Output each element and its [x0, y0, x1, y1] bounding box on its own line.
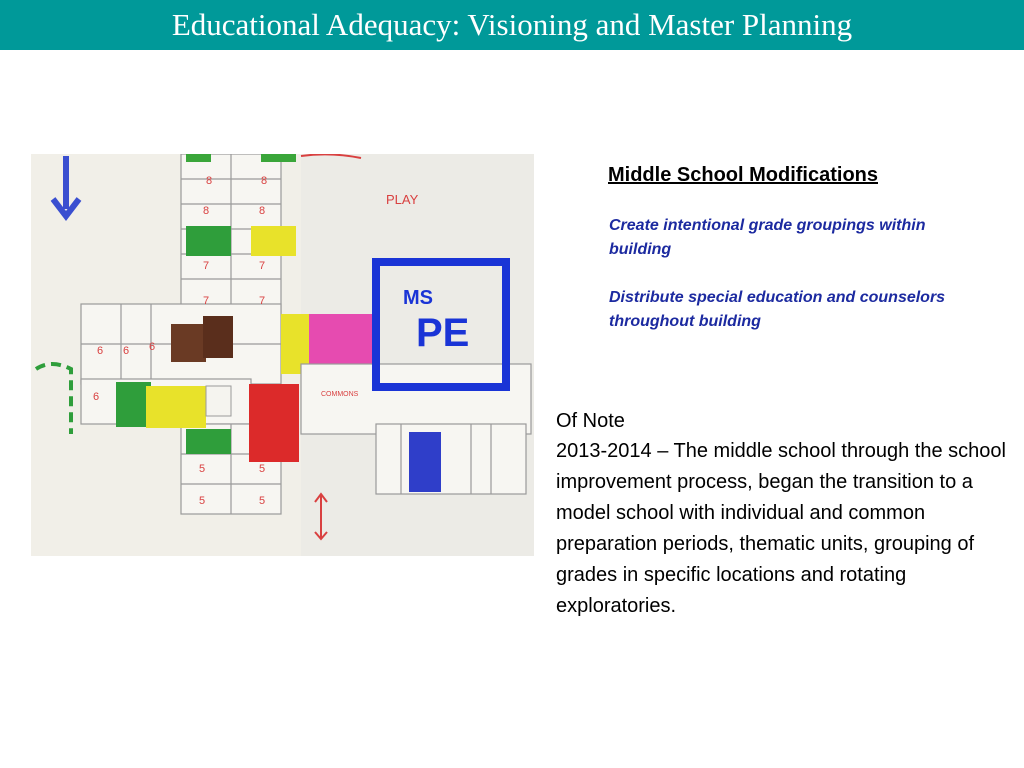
brown-block	[203, 316, 233, 358]
note-body: 2013-2014 – The middle school through the school improvement process, began the transition to a model school with individual and common preparation periods, thematic units, grouping of grades in specific locations and rotating exploratories.	[556, 440, 1006, 617]
room-grade-label: 6	[149, 341, 156, 353]
floor-plan-photo	[31, 154, 534, 556]
ms-label: MS	[403, 287, 433, 309]
modification-item: Distribute special education and counselors throughout building	[609, 289, 946, 330]
room-grade-label: 5	[259, 495, 266, 507]
modification-item: Create intentional grade groupings within building	[609, 217, 926, 258]
yellow-block	[176, 386, 206, 428]
blue-block	[409, 432, 441, 492]
commons-label: COMMONS	[321, 391, 359, 398]
green-block	[261, 154, 296, 162]
green-block	[186, 226, 231, 256]
pe-label: PE	[416, 311, 470, 355]
room-grade-label: 6	[123, 345, 130, 357]
play-label: PLAY	[386, 192, 419, 207]
room-grade-label: 6	[93, 391, 100, 403]
room-grade-label: 5	[199, 495, 206, 507]
room-grade-label: 7	[203, 295, 210, 307]
middle-school-heading: Middle School Modifications	[608, 164, 878, 186]
red-block	[249, 384, 299, 462]
room-grade-label: 5	[259, 463, 266, 475]
yellow-block	[146, 386, 176, 428]
yellow-block	[251, 226, 296, 256]
room-grade-label: 7	[259, 295, 266, 307]
room-grade-label: 5	[199, 463, 206, 475]
room-grade-label: 8	[259, 205, 266, 217]
room-grade-label: 8	[203, 205, 210, 217]
room-grade-label: 7	[203, 260, 210, 272]
floor-plan-drawing	[31, 154, 534, 556]
green-block	[186, 154, 211, 162]
room	[206, 386, 231, 416]
room-grade-label: 7	[259, 260, 266, 272]
room-grade-label: 8	[206, 175, 213, 187]
room-grade-label: 6	[97, 345, 104, 357]
title-bar	[0, 0, 1024, 50]
green-block	[116, 382, 151, 427]
brown-block	[171, 324, 206, 362]
room-grade-label: 8	[261, 175, 268, 187]
magenta-block	[309, 314, 374, 364]
green-block	[186, 429, 231, 454]
note-title: Of Note	[556, 410, 625, 432]
slide-title: Educational Adequacy: Visioning and Master Planning	[171, 7, 853, 42]
